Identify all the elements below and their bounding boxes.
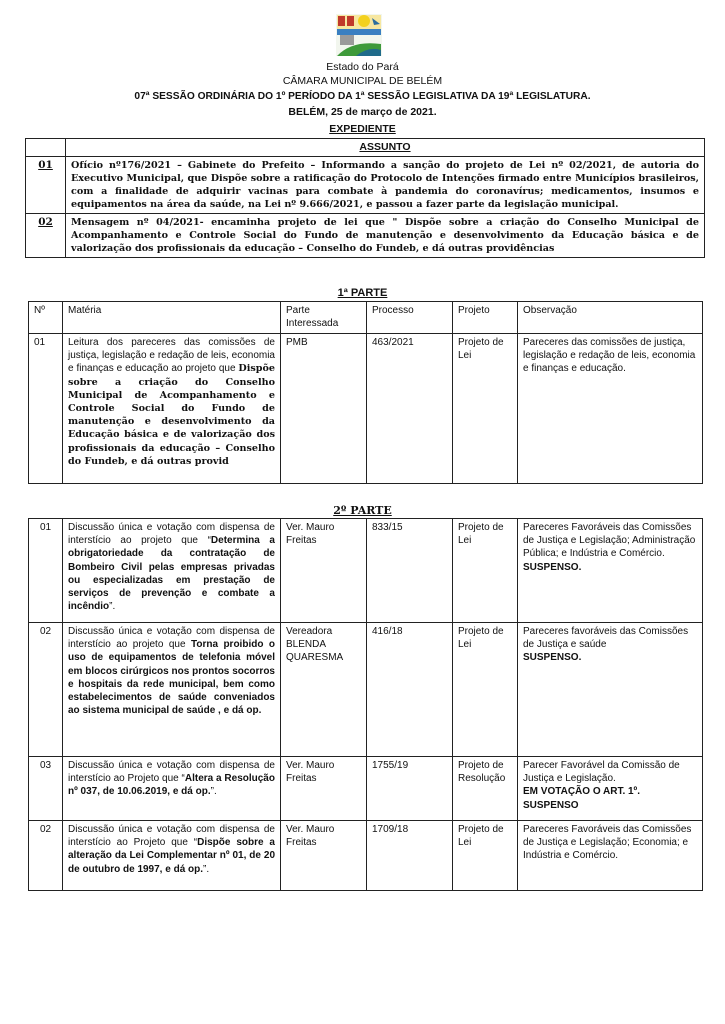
- session-title: 07ª SESSÃO ORDINÁRIA DO 1º PERÍODO DA 1ª SESSÃO LEGISLATIVA DA 19ª LEGISLATURA.: [134, 91, 591, 102]
- row-materia: [63, 757, 281, 821]
- col-header-num: Nº: [29, 302, 63, 334]
- row-number: 02: [29, 821, 63, 891]
- table-row: [29, 821, 703, 891]
- table-row: [29, 757, 703, 821]
- status-badge: SUSPENSO.: [523, 652, 582, 664]
- table-row: [29, 623, 703, 757]
- item-subject: [66, 157, 705, 214]
- assunto-header: ASSUNTO: [66, 139, 705, 157]
- materia-end: ”.: [210, 786, 217, 798]
- row-processo: 1709/18: [367, 821, 453, 891]
- table-row: [29, 519, 703, 623]
- table-header-row: [29, 302, 703, 334]
- observacao-text: Pareceres Favoráveis das Comissões de Justiça e Legislação; Administração Pública; e Indústria e Comércio.: [523, 522, 696, 560]
- materia-text: Discussão única e votação com dispensa de interstício ao projeto que “: [68, 522, 275, 547]
- row-observacao: [518, 623, 703, 757]
- col-header-parte: Parte Interessada: [281, 302, 367, 334]
- parte2-table: [28, 518, 703, 891]
- row-processo: 416/18: [367, 623, 453, 757]
- row-projeto: Projeto de Lei: [453, 623, 518, 757]
- row-materia: [63, 623, 281, 757]
- row-parte: Ver. Mauro Freitas: [281, 821, 367, 891]
- chamber-name: CÂMARA MUNICIPAL DE BELÉM: [282, 75, 443, 87]
- row-observacao: [518, 757, 703, 821]
- table-row: [29, 334, 703, 484]
- row-parte: Ver. Mauro Freitas: [281, 519, 367, 623]
- item-number: 02: [26, 214, 66, 258]
- table-row: [26, 214, 705, 258]
- materia-text: Discussão única e votação com dispensa de interstício ao Projeto que “: [68, 760, 275, 785]
- row-projeto: Projeto de Lei: [453, 519, 518, 623]
- row-materia: [63, 519, 281, 623]
- col-header-observacao: Observação: [518, 302, 703, 334]
- item-number: 01: [26, 157, 66, 214]
- row-observacao: [518, 519, 703, 623]
- status-badge: SUSPENSO.: [523, 561, 582, 573]
- table-header-row: [26, 139, 705, 157]
- materia-text: Discussão única e votação com dispensa de interstício ao Projeto que “: [68, 824, 275, 849]
- row-projeto: Projeto de Resolução: [453, 757, 518, 821]
- row-parte: Vereadora BLENDA QUARESMA: [281, 623, 367, 757]
- item-subject-part2: com a finalidade de adquirir vacinas para combate à pandemia do coronavírus; medicamentos, insumos e equipamentos na área da saúde, na Lei nº 9.666/2021, e passou a fazer parte da legislação municipal.: [71, 186, 699, 210]
- table-row: [26, 157, 705, 214]
- row-observacao: Pareceres Favoráveis das Comissões de Justiça e Legislação; Economia; e Indústria e Comércio.: [518, 821, 703, 891]
- parte2-title: 2º PARTE: [333, 504, 392, 517]
- item-subject: Mensagem nº 04/2021- encaminha projeto de lei que " Dispõe sobre a criação do Conselho Municipal de Acompanhamento e Controle Social do Fundo de manutenção e desenvolvimento da Educação básica e de valorização dos profissionais da educação – Conselho do Fundeb, e dá outras providências: [66, 214, 705, 258]
- parte1-title: 1ª PARTE: [337, 287, 388, 299]
- status-badge: EM VOTAÇÃO O ART. 1º.: [523, 786, 640, 798]
- row-materia: [63, 334, 281, 484]
- materia-bold-text: Dispõe sobre a criação do Conselho Municipal de Acompanhamento e Controle Social do Fundo de manutenção e desenvolvimento da Educação básica e de valorização dos profissionais da educação – Conselho do Fundeb, e dá outras provid: [68, 363, 275, 467]
- row-number: 01: [29, 519, 63, 623]
- row-processo: 833/15: [367, 519, 453, 623]
- materia-text-cont: pelas empresas privadas ou especializadas em prestação de serviços de prevenção e combate a incêndio: [68, 561, 275, 613]
- col-header-projeto: Projeto: [453, 302, 518, 334]
- col-header-materia: Matéria: [63, 302, 281, 334]
- empty-header-cell: [26, 139, 66, 157]
- row-observacao: Pareceres das comissões de justiça, legislação e redação de leis, economia e finanças e educação.: [518, 334, 703, 484]
- col-header-processo: Processo: [367, 302, 453, 334]
- materia-bold-text: Altera a Resolução nº 037, de 10.06.2019, e dá op.: [68, 773, 275, 798]
- status-badge-2: SUSPENSO: [523, 799, 579, 811]
- parte1-table: [28, 301, 703, 484]
- row-number: 02: [29, 623, 63, 757]
- row-number: 01: [29, 334, 63, 484]
- materia-bold-text: Torna proibido o uso de equipamentos de telefonia móvel em blocos cirúrgicos nos prontos socorros e hospitais da rede municipal, bem como estabelecimentos de saúde conveniados ao sistema municipal de saúde , e dá op.: [68, 639, 275, 717]
- observacao-text: Pareceres favoráveis das Comissões de Justiça e saúde: [523, 626, 689, 651]
- row-parte: Ver. Mauro Freitas: [281, 757, 367, 821]
- row-materia: [63, 821, 281, 891]
- materia-end: ”.: [109, 601, 116, 613]
- expediente-title: EXPEDIENTE: [329, 123, 396, 135]
- session-date: BELÉM, 25 de março de 2021.: [288, 106, 437, 118]
- materia-end: ”.: [203, 863, 210, 875]
- row-parte: PMB: [281, 334, 367, 484]
- state-name: Estado do Pará: [326, 61, 399, 73]
- row-processo: 463/2021: [367, 334, 453, 484]
- materia-text: Discussão única e votação com dispensa de interstício ao projeto que: [68, 626, 275, 651]
- row-projeto: Projeto de Lei: [453, 334, 518, 484]
- materia-text: Leitura dos pareceres das comissões de justiça, legislação e redação de leis, economia e finanças e educação ao projeto que: [68, 337, 275, 375]
- row-number: 03: [29, 757, 63, 821]
- item-subject-part1: Ofício nº176/2021 – Gabinete do Prefeito – Informando a sanção do projeto de Lei nº 02/2021, de autoria do Executivo Municipal, que Dispõe sobre a ratificação do Protocolo de Intenções firmado entre Municípios brasileiros,: [71, 160, 699, 184]
- city-coat-of-arms-logo: [334, 14, 384, 56]
- row-processo: 1755/19: [367, 757, 453, 821]
- row-projeto: Projeto de Lei: [453, 821, 518, 891]
- observacao-text: Parecer Favorável da Comissão de Justiça e Legislação.: [523, 760, 680, 785]
- materia-bold-text: Determina a obrigatoriedade da contratação de Bombeiro Civil: [68, 535, 275, 573]
- materia-bold-text: Dispõe sobre a alteração da Lei Complementar nº 01, de 20 de outubro de 1997, e dá op.: [68, 837, 275, 875]
- expediente-table: [25, 138, 705, 258]
